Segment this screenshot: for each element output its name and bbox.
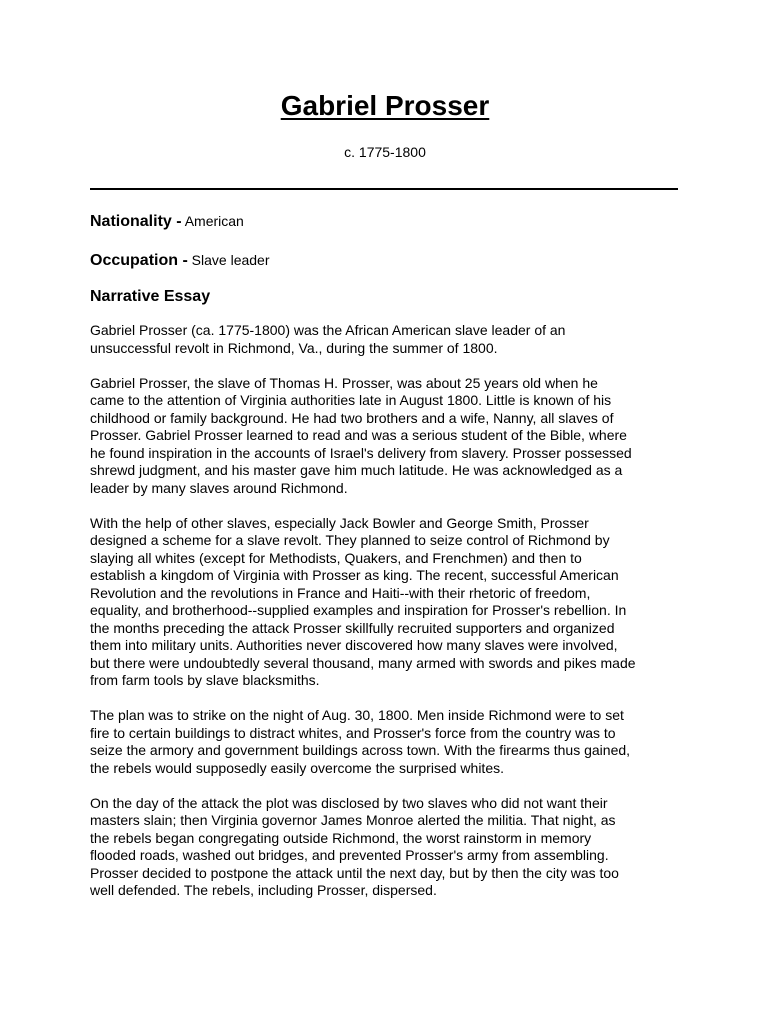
occupation-value: Slave leader: [191, 252, 270, 268]
essay-line: On the day of the attack the plot was disclosed by two slaves who did not want their: [90, 794, 608, 811]
essay-line: masters slain; then Virginia governor James Monroe alerted the militia. That night, as: [90, 812, 616, 828]
nationality-label: Nationality -: [90, 213, 182, 230]
essay-line: Gabriel Prosser, the slave of Thomas H. Prosser, was about 25 years old when he: [90, 374, 598, 391]
page-title: Gabriel Prosser: [280, 90, 490, 121]
nationality-value: American: [184, 213, 244, 229]
section-heading: Narrative Essay: [90, 288, 211, 305]
essay-paragraph: [90, 707, 690, 777]
essay-paragraph: [90, 515, 690, 690]
essay-line: Prosser decided to postpone the attack until the next day, but by then the city was too: [90, 864, 619, 881]
essay-line: leader by many slaves around Richmond.: [90, 479, 348, 496]
essay-paragraph: [90, 322, 690, 357]
essay-line: shrewd judgment, and his master gave him much latitude. He was acknowledged as a: [90, 462, 623, 478]
essay-line: designed a scheme for a slave revolt. They planned to seize control of Richmond by: [90, 532, 610, 548]
essay-paragraph: [90, 375, 690, 498]
essay-line: them into military units. Authorities never discovered how many slaves were involved,: [90, 637, 618, 653]
life-dates: c. 1775-1800: [344, 144, 426, 160]
essay-line: unsuccessful revolt in Richmond, Va., during the summer of 1800.: [90, 339, 498, 356]
essay-line: from farm tools by slave blacksmiths.: [90, 672, 320, 688]
essay-line: seize the armory and government buildings across town. With the firearms thus gained,: [90, 742, 631, 758]
essay-line: flooded roads, washed out bridges, and prevented Prosser's army from assembling.: [90, 847, 609, 863]
essay-line: Revolution and the revolutions in France and Haiti--with their rhetoric of freedom,: [90, 584, 591, 601]
essay-body: [90, 322, 690, 917]
essay-line: establish a kingdom of Virginia with Prosser as king. The recent, successful American: [90, 567, 619, 583]
essay-line: Prosser. Gabriel Prosser learned to read and was a serious student of the Bible, where: [90, 427, 627, 443]
essay-line: he found inspiration in the accounts of Israel's delivery from slavery. Prosser possessed: [90, 444, 632, 461]
essay-line: With the help of other slaves, especially Jack Bowler and George Smith, Prosser: [90, 514, 589, 531]
essay-line: the months preceding the attack Prosser skillfully recruited supporters and organized: [90, 619, 615, 636]
essay-line: fire to certain buildings to distract whites, and Prosser's force from the country was to: [90, 724, 616, 741]
essay-line: childhood or family background. He had two brothers and a wife, Nanny, all slaves of: [90, 409, 614, 426]
essay-line: The plan was to strike on the night of Aug. 30, 1800. Men inside Richmond were to set: [90, 707, 624, 723]
essay-line: well defended. The rebels, including Prosser, dispersed.: [90, 882, 437, 898]
document-page: [90, 0, 680, 1024]
essay-line: Gabriel Prosser (ca. 1775-1800) was the African American slave leader of an: [90, 322, 566, 338]
essay-line: the rebels began congregating outside Richmond, the worst rainstorm in memory: [90, 829, 592, 846]
horizontal-divider: [90, 188, 678, 190]
essay-line: the rebels would supposedly easily overcome the surprised whites.: [90, 759, 504, 776]
occupation-field: [90, 250, 270, 271]
essay-line: came to the attention of Virginia authorities late in August 1800. Little is known of his: [90, 392, 612, 408]
essay-line: equality, and brotherhood--supplied examples and inspiration for Prosser's rebellion. In: [90, 602, 627, 618]
nationality-field: [90, 211, 244, 232]
occupation-label: Occupation -: [90, 252, 188, 269]
essay-line: but there were undoubtedly several thousand, many armed with swords and pikes made: [90, 654, 636, 671]
essay-paragraph: [90, 795, 690, 900]
essay-line: slaying all whites (except for Methodists, Quakers, and Frenchmen) and then to: [90, 549, 582, 566]
